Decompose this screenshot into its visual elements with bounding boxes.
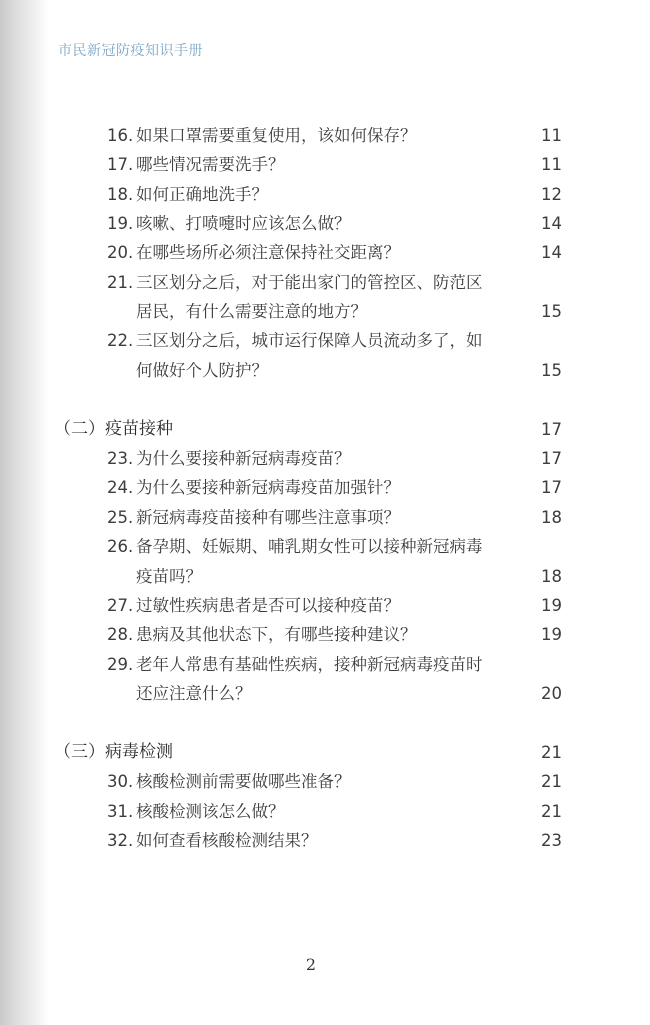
toc-entry-29-continued[interactable] (0, 679, 650, 708)
toc-entry-page: 17 (541, 478, 562, 497)
toc-entry-17[interactable] (0, 150, 650, 179)
toc-entry-title: 备孕期、妊娠期、哺乳期女性可以接种新冠病毒 (136, 537, 483, 556)
toc-entry-page: 20 (541, 684, 562, 703)
toc-entry-page: 14 (541, 243, 562, 262)
toc-entry-title: 哪些情况需要洗手？ (136, 155, 285, 174)
toc-entry-25[interactable] (0, 503, 650, 532)
toc-entry-number: 30. (107, 772, 134, 791)
toc-entry-page: 11 (541, 126, 562, 145)
toc-entry-22[interactable] (0, 326, 650, 355)
toc-entry-number: 22. (107, 331, 134, 350)
toc-entry-number: 27. (107, 596, 134, 615)
toc-entry-title-continued: 还应注意什么？ (136, 684, 252, 703)
toc-entry-31[interactable] (0, 797, 650, 826)
toc-entry-page: 11 (541, 155, 562, 174)
toc-entry-number: 31. (107, 802, 134, 821)
toc-entry-28[interactable] (0, 620, 650, 649)
toc-entry-number: 29. (107, 655, 134, 674)
toc-entry-number: 19. (107, 214, 134, 233)
toc-entry-number: 17. (107, 155, 134, 174)
toc-entry-title: 咳嗽、打喷嚏时应该怎么做？ (136, 214, 351, 233)
toc-entry-title-continued: 居民，有什么需要注意的地方？ (136, 302, 367, 321)
toc-entry-title: 核酸检测前需要做哪些准备？ (136, 772, 351, 791)
toc-entry-24[interactable] (0, 473, 650, 502)
toc-entry-30[interactable] (0, 767, 650, 796)
toc-entry-title: 患病及其他状态下，有哪些接种建议？ (136, 625, 417, 644)
toc-entry-title: 三区划分之后，城市运行保障人员流动多了，如 (136, 331, 483, 350)
toc-entry-number: 32. (107, 831, 134, 850)
toc-section-page: 17 (541, 420, 562, 439)
toc-entry-page: 15 (541, 302, 562, 321)
toc-entry-page: 21 (541, 802, 562, 821)
toc-entry-title: 如何正确地洗手？ (136, 185, 268, 204)
toc-entry-title: 过敏性疾病患者是否可以接种疫苗？ (136, 596, 400, 615)
toc-entry-page: 15 (541, 361, 562, 380)
page-number: 2 (305, 955, 317, 974)
toc-entry-19[interactable] (0, 209, 650, 238)
toc-entry-page: 18 (541, 567, 562, 586)
toc-entry-number: 20. (107, 243, 134, 262)
running-header: 市民新冠防疫知识手册 (58, 43, 203, 59)
toc-section-virus-testing[interactable] (0, 738, 650, 767)
toc-entry-page: 12 (541, 185, 562, 204)
toc-entry-page: 19 (541, 596, 562, 615)
toc-entry-page: 23 (541, 831, 562, 850)
toc-section-title: （三）病毒检测 (54, 742, 173, 762)
toc-entry-29[interactable] (0, 650, 650, 679)
toc-entry-title: 在哪些场所必须注意保持社交距离？ (136, 243, 400, 262)
toc-entry-number: 24. (107, 478, 134, 497)
toc-entry-27[interactable] (0, 591, 650, 620)
toc-entry-number: 21. (107, 273, 134, 292)
toc-entry-title: 如果口罩需要重复使用，该如何保存？ (136, 126, 417, 145)
toc-entry-page: 19 (541, 625, 562, 644)
toc-section-title: （二）疫苗接种 (54, 419, 173, 439)
toc-section-page: 21 (541, 743, 562, 762)
toc-entry-title: 三区划分之后，对于能出家门的管控区、防范区 (136, 273, 483, 292)
toc-entry-title: 新冠病毒疫苗接种有哪些注意事项？ (136, 508, 400, 527)
toc-entry-32[interactable] (0, 826, 650, 855)
toc-entry-title-continued: 何做好个人防护？ (136, 361, 268, 380)
toc-entry-26-continued[interactable] (0, 562, 650, 591)
toc-entry-page: 21 (541, 772, 562, 791)
toc-entry-number: 25. (107, 508, 134, 527)
toc-entry-page: 14 (541, 214, 562, 233)
toc-entry-number: 16. (107, 126, 134, 145)
toc-entry-22-continued[interactable] (0, 356, 650, 385)
toc-entry-title: 如何查看核酸检测结果？ (136, 831, 318, 850)
toc-entry-number: 23. (107, 449, 134, 468)
toc-entry-number: 26. (107, 537, 134, 556)
toc-entry-20[interactable] (0, 238, 650, 267)
toc-entry-title: 为什么要接种新冠病毒疫苗？ (136, 449, 351, 468)
toc-entry-title-continued: 疫苗吗？ (136, 567, 202, 586)
toc-entry-page: 18 (541, 508, 562, 527)
toc-entry-23[interactable] (0, 444, 650, 473)
toc-entry-26[interactable] (0, 532, 650, 561)
toc-entry-number: 28. (107, 625, 134, 644)
toc-entry-16[interactable] (0, 121, 650, 150)
toc-entry-21[interactable] (0, 268, 650, 297)
toc-entry-title: 核酸检测该怎么做？ (136, 802, 285, 821)
toc-entry-18[interactable] (0, 180, 650, 209)
toc-entry-page: 17 (541, 449, 562, 468)
toc-section-vaccination[interactable] (0, 415, 650, 444)
toc-entry-title: 老年人常患有基础性疾病，接种新冠病毒疫苗时 (136, 655, 483, 674)
toc-entry-title: 为什么要接种新冠病毒疫苗加强针？ (136, 478, 400, 497)
toc-entry-21-continued[interactable] (0, 297, 650, 326)
toc-entry-number: 18. (107, 185, 134, 204)
